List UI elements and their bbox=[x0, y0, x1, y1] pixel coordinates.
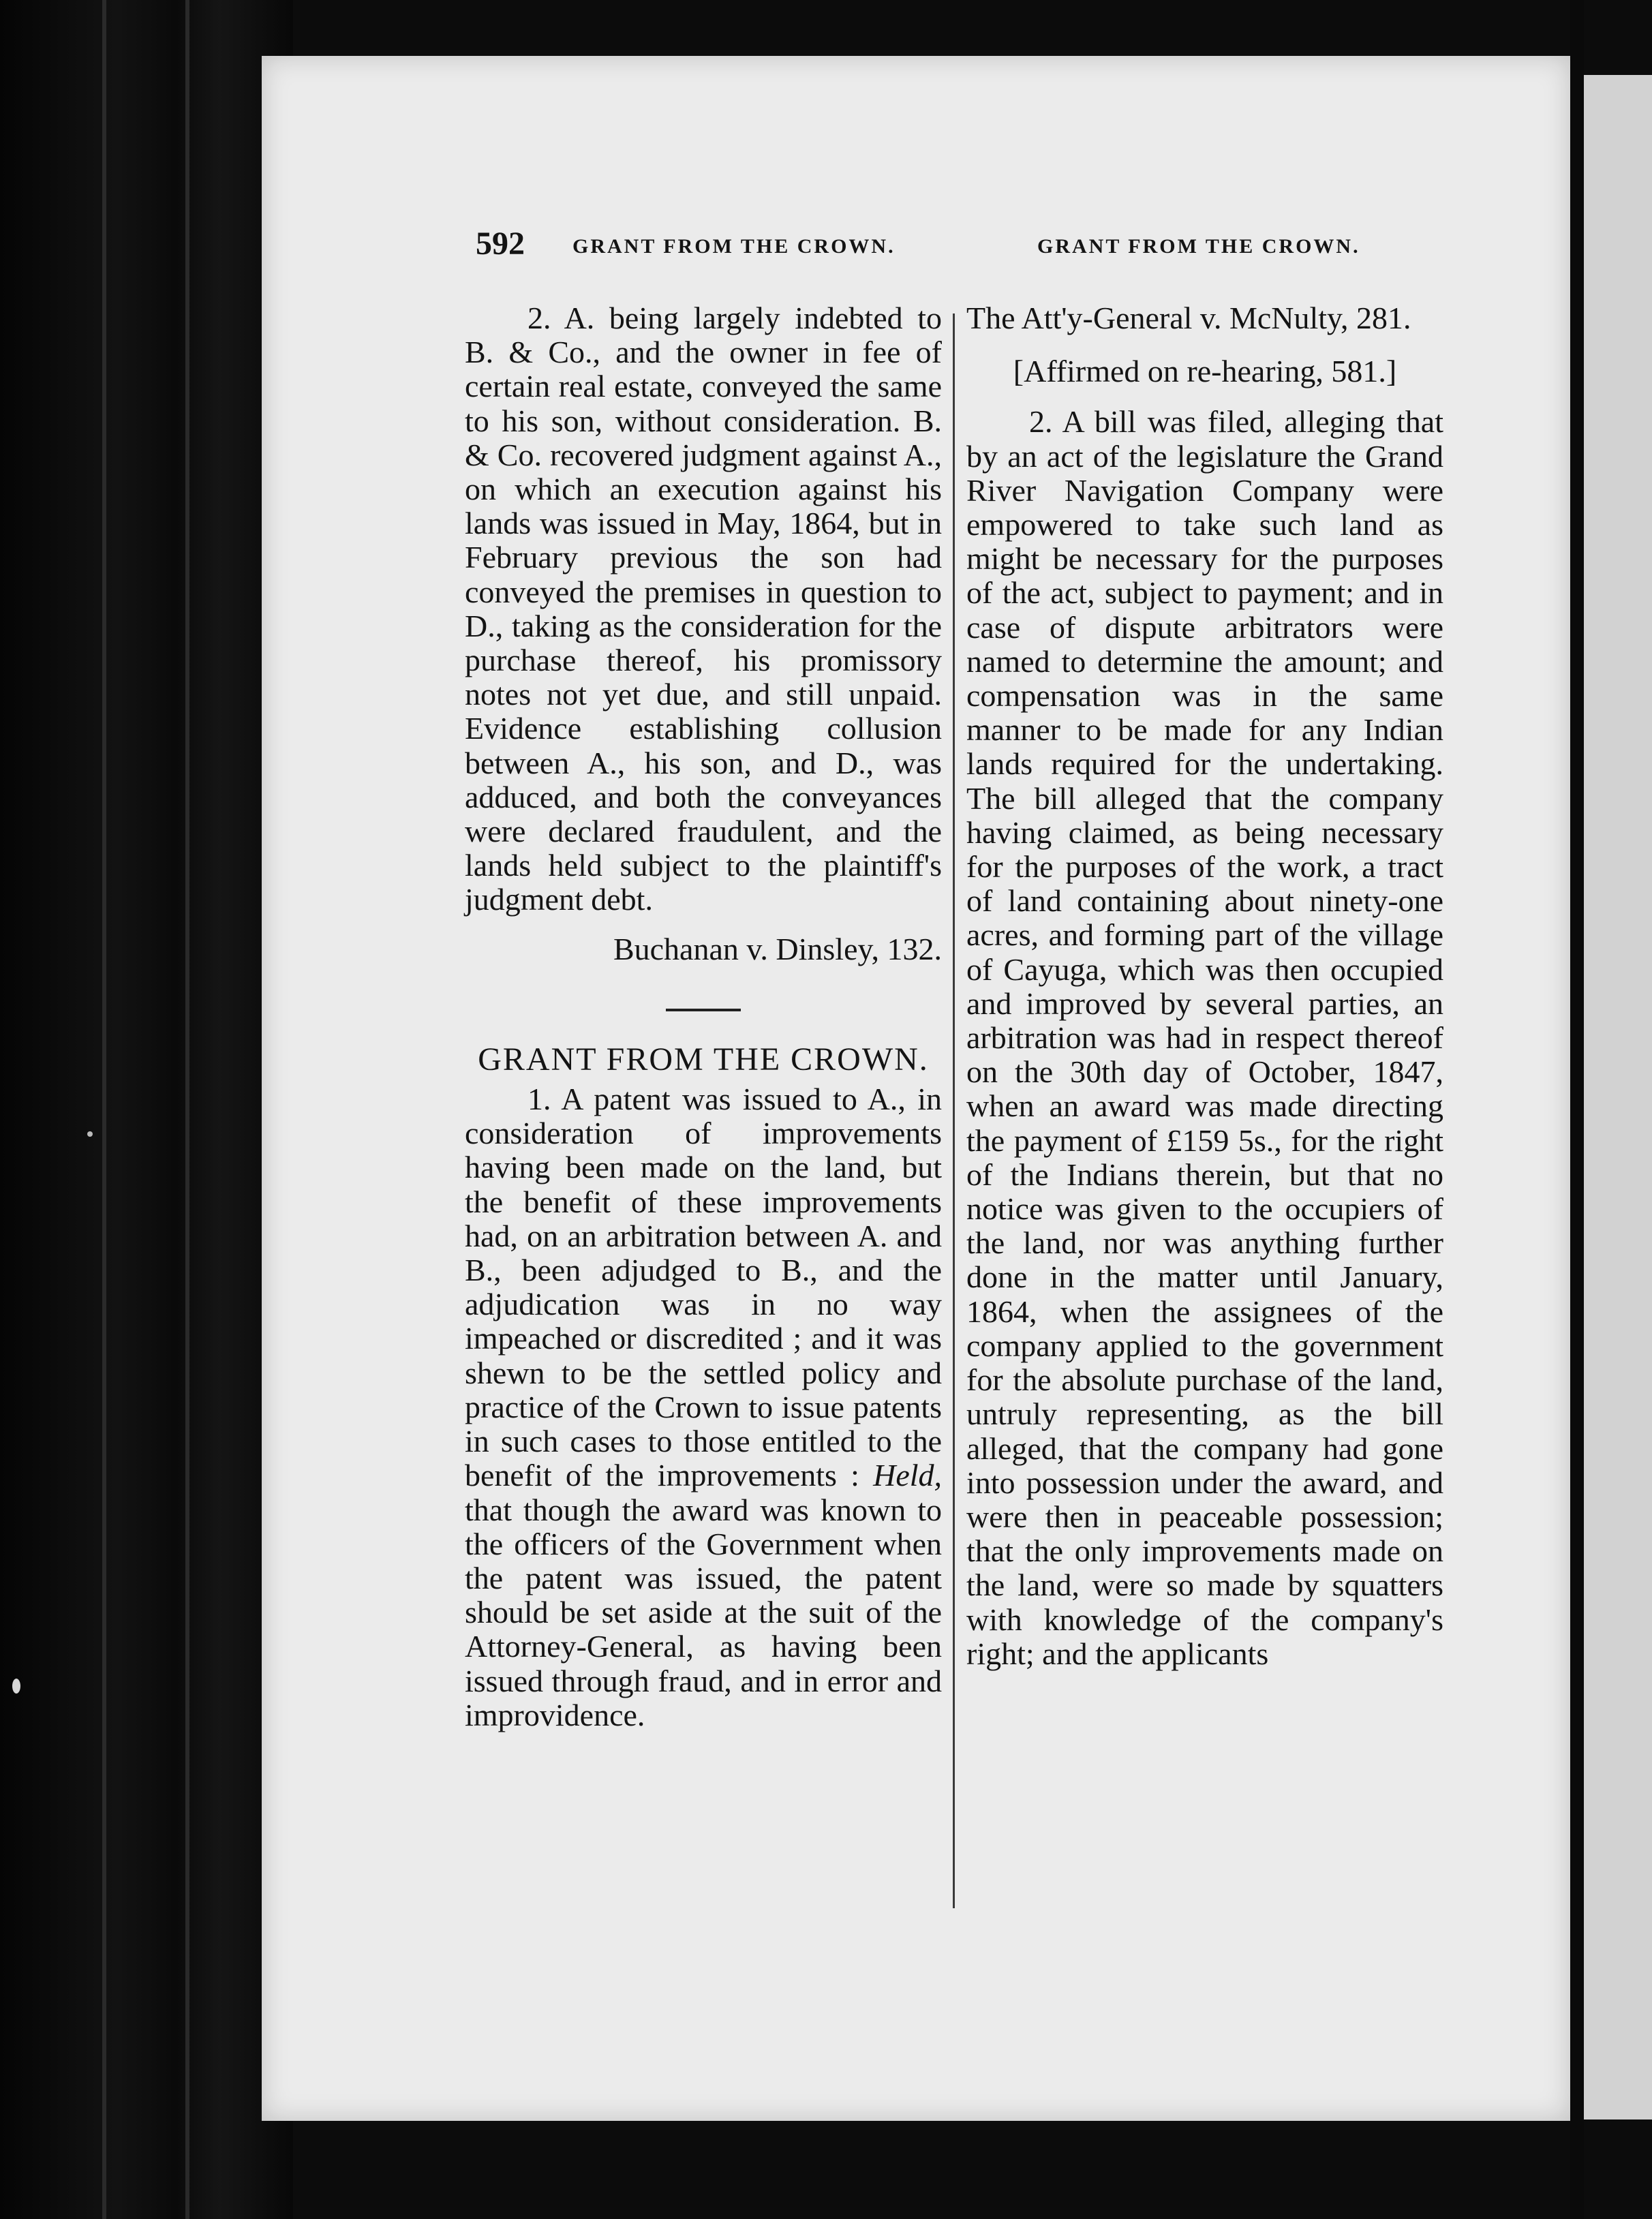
scanner-background-left bbox=[0, 0, 293, 2219]
film-edge-line bbox=[102, 0, 106, 2219]
page-number: 592 bbox=[476, 226, 525, 262]
scan-speck bbox=[87, 1131, 93, 1137]
digest-entry-paragraph: 2. A bill was filed, alleging that by an act of the legislature the Grand River Navigation Company were empowered to take such land as might be necessary for the purposes of the act, subject to payment; and in case of dispute arbitrators were named to determine the amount; and compensation was in the same manner to be made for any Indian lands required for the undertaking. The bill alleged that the company having claimed, as being necessary for the purposes of the work, a tract of land containing about ninety-one acres, and forming part of the village of Cayuga, which was then occupied and improved by several parties, an arbitration was had in respect thereof on the 30th day of October, 1847, when an award was made directing the payment of £159 5s., for the right of the Indians therein, but that no notice was given to the occupiers of the land, nor was anything further done in the matter until January, 1864, when the assignees of the company applied to the government for the absolute purchase of the land, untruly representing, as the bill alleged, that the company had gone into possession under the award, and were then in peaceable possession; that the only improvements made on the land, were so made by squatters with knowledge of the company's right; and the applicants bbox=[966, 404, 1443, 1671]
facing-page-edge bbox=[1584, 75, 1652, 2119]
digest-entry-paragraph: 2. A. being largely indebted to B. & Co., and the owner in fee of certain real estate, conveyed the same to his son, without consideration. B. & Co. recovered judgment against A., on which an execution against his lands was issued in May, 1864, but in February previous the son had conveyed the premises in question to D., taking as the consideration for the purchase thereof, his promissory notes not yet due, and still unpaid. Evidence establishing collusion between A., his son, and D., was adduced, and both the conveyances were declared fraudulent, and the lands held subject to the plaintiff's judgment debt. bbox=[465, 301, 942, 917]
entry-text: that though the award was known to the officers of the Government when the patent was issued, the patent should be set aside at the suit of the Attorney-General, as having been issued through fraud, and in error and improvidence. bbox=[465, 1492, 942, 1732]
running-head-left: GRANT FROM THE CROWN. bbox=[572, 235, 896, 258]
running-head-right: GRANT FROM THE CROWN. bbox=[1037, 235, 1360, 258]
entry-text: 1. A patent was issued to A., in consideration of improvements having been made on the land, but the benefit of these improvements had, on an arbitration between A. and B., been adjudged to B., and the adjudication was in no way impeached or discredited ; and it was shewn to be the settled policy and practice of the Crown to issue patents in such cases to those entitled to the benefit of the improvements : bbox=[465, 1082, 942, 1493]
scan-speck bbox=[12, 1679, 20, 1694]
digest-entry-paragraph bbox=[465, 1082, 942, 1732]
case-citation: The Att'y-General v. McNulty, 281. bbox=[966, 301, 1411, 335]
section-heading: GRANT FROM THE CROWN. bbox=[478, 1041, 929, 1077]
left-column bbox=[465, 301, 942, 1732]
held-label: Held, bbox=[873, 1458, 943, 1493]
right-column bbox=[966, 301, 1443, 1671]
section-rule bbox=[666, 1009, 741, 1011]
page-gutter bbox=[1570, 0, 1584, 2219]
case-citation: Buchanan v. Dinsley, 132. bbox=[613, 931, 942, 966]
film-edge-line bbox=[185, 0, 189, 2219]
column-divider bbox=[953, 313, 955, 1908]
affirmed-note: [Affirmed on re-hearing, 581.] bbox=[1013, 354, 1397, 389]
